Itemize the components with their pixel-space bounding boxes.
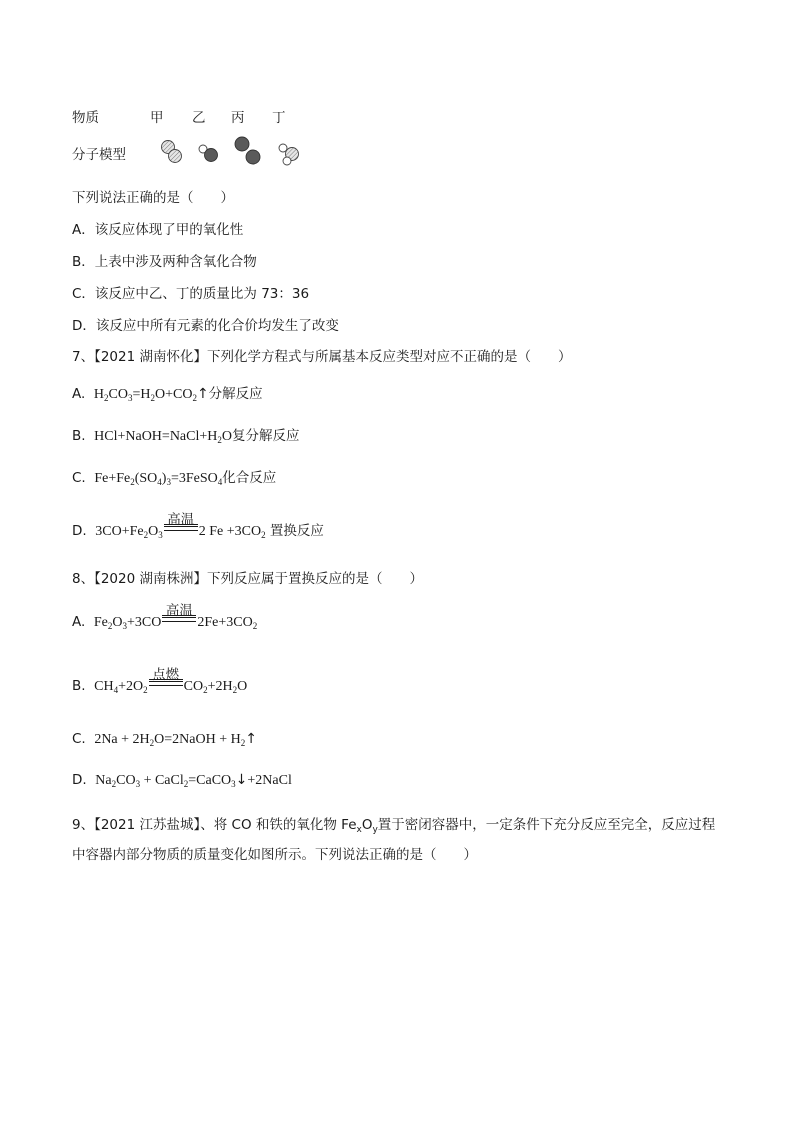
question-6-option-c: C．该反应中乙、丁的质量比为 73：36 bbox=[72, 286, 310, 302]
question-9-line-2: 中容器内部分物质的质量变化如图所示。下列说法正确的是（ ） bbox=[72, 847, 477, 863]
molecule-bing-icon bbox=[235, 137, 260, 164]
row-label-substance: 物质 bbox=[72, 110, 99, 126]
q7-b-reaction-type: 复分解反应 bbox=[232, 428, 300, 444]
molecule-jia-icon bbox=[162, 141, 182, 163]
q8-a-condition: 高温 bbox=[162, 614, 196, 630]
q7-c-reaction-type: 化合反应 bbox=[222, 470, 277, 486]
question-6-option-a: A．该反应体现了甲的氧化性 bbox=[72, 222, 244, 238]
question-8-option-b: B. $CH_4+2O_2$ 点燃 $CO_2+2H_2O$ bbox=[72, 667, 248, 695]
question-7-stem: 7、【2021 湖南怀化】下列化学方程式与所属基本反应类型对应不正确的是（ ） bbox=[72, 349, 572, 365]
molecule-ding-icon bbox=[279, 144, 299, 165]
question-7-option-a: A. $H_2CO_3=H_2O+CO_2↑$分解反应 bbox=[72, 386, 263, 403]
question-8-option-a: A. $Fe_2O_3+3CO$ 高温 $2Fe+3CO_2$ bbox=[72, 603, 258, 631]
question-9-line-1: 9、【2021 江苏盐城】、将 CO 和铁的氧化物 $Fe_xO_y$置于密闭容器中，一定条件下充分反应至完全，反应过程 bbox=[72, 817, 716, 835]
question-6-option-d: D．该反应中所有元素的化合价均发生了改变 bbox=[72, 318, 339, 334]
question-6-option-b: B．上表中涉及两种含氧化合物 bbox=[72, 254, 257, 270]
question-8-option-d: D. $Na_2CO_3$ + CaCl$_2$=CaCO$_3$↓+2NaCl bbox=[72, 772, 292, 789]
row-label-molecule-model: 分子模型 bbox=[72, 147, 126, 163]
molecule-models bbox=[150, 134, 310, 172]
q8-b-condition: 点燃 bbox=[149, 678, 183, 694]
question-6-stem: 下列说法正确的是（ ） bbox=[72, 190, 234, 206]
col-jia: 甲 bbox=[150, 110, 164, 126]
question-7-option-d: D. $3CO+Fe_2O_3$ 高温 2 $Fe +3CO_2$ 置换反应 bbox=[72, 512, 324, 540]
question-7-option-c: C. $Fe+Fe_2(SO_4)_3=3FeSO_4$化合反应 bbox=[72, 470, 277, 487]
molecule-yi-icon bbox=[199, 145, 218, 162]
q7-a-reaction-type: 分解反应 bbox=[208, 386, 263, 402]
q7-d-condition: 高温 bbox=[164, 523, 198, 539]
col-yi: 乙 bbox=[192, 110, 206, 126]
q7-d-reaction-type: 置换反应 bbox=[269, 523, 324, 539]
question-8-stem: 8、【2020 湖南株洲】下列反应属于置换反应的是（ ） bbox=[72, 571, 423, 587]
question-8-option-c: C. $2Na + 2H_2O=2NaOH$ + $H_2↑$ bbox=[72, 731, 257, 748]
question-7-option-b: B. $HCl+NaOH=NaCl+H_2O$复分解反应 bbox=[72, 428, 300, 445]
col-ding: 丁 bbox=[272, 110, 286, 126]
col-bing: 丙 bbox=[231, 110, 245, 126]
